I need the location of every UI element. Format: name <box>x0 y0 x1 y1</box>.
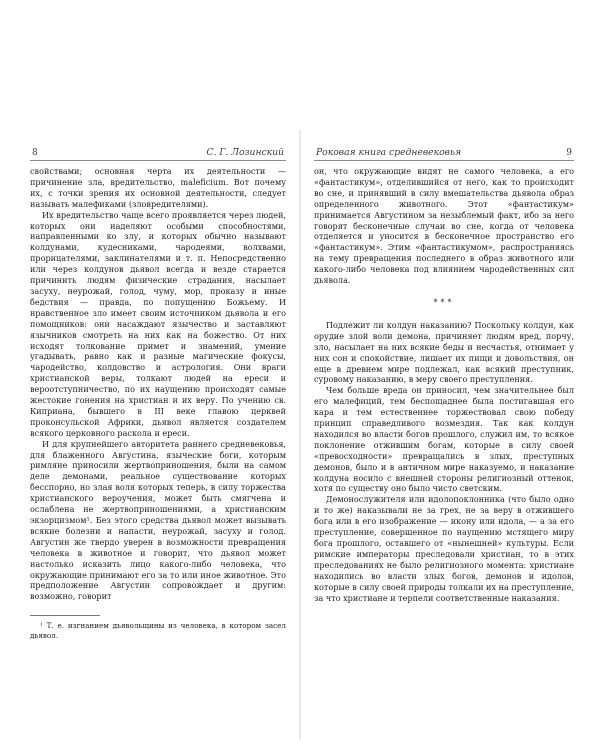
left-page-number: 8 <box>32 148 38 158</box>
right-paragraph: Чем больше вреда он приносил, чем значительнее был его малефиций, тем беспощаднее была постигавшая его кара и тем естественнее торжествовал свою победу принцип справедливого возмездия. Так как колдун находился во власти богов прошлого, служил им, то всякое поклонение отжившим богам, которые в силу своей «превосходности» превращались в злых, преступных демонов, было и в античном мире наказуемо, и наказание колдуна носило с внешней стороны религиозный оттенок, хотя по существу оно было чисто светским. <box>314 385 574 494</box>
right-page <box>300 0 600 750</box>
left-paragraph: И для крупнейшего авторитета раннего средневековья, для блаженного Августина, языческие боги, которым римляне приносили жертвоприношения, были на самом деле демонами, реальное существование которых бесспорно, но злая воля которых теперь, в силу торжества христианского вероучения, может быть смягчена и ослаблена не жертвоприношениями, а христианским экзорцизмом¹. Без этого средства дьявол может вызывать всякие болезни и напасти, неурожай, засуху и голод. Августин же твердо уверен в возможности превращения человека в животное и говорит, что дьявол может настолько исказить лицо какого-либо человека, что окружающие принимают его за то или иное животное. Это предположение Августин сопровождает и другим: возможно, говорит <box>30 438 286 602</box>
right-page-number: 9 <box>566 148 572 158</box>
left-running-title: С. Г. Лозинский <box>206 147 284 158</box>
left-running-head <box>30 146 286 161</box>
left-body-text <box>30 166 286 602</box>
right-paragraph: он, что окружающие видят не самого человека, а его «фантастикум», отделившийся от него, как то происходит во сне, и принявший в силу вмешательства дьявола образ определенного животного. Этот «фантастикум» принимается Августином за незыблемый факт, ибо за него говорят бесконечные случаи во сне, когда от человека отделяется и уносится в бесконечное пространство его «фантастикум». Этим «фантастикумом», распространяясь на тему превращения последнего в образ животного или какого-либо человека под влиянием чародейственных сил дьявола. <box>314 166 574 286</box>
footnote-rule <box>30 615 100 616</box>
section-separator: *** <box>433 297 455 307</box>
right-body-text <box>314 166 574 603</box>
right-running-head <box>314 146 574 161</box>
right-running-title: Роковая книга средневековья <box>316 147 462 158</box>
right-paragraph: Демонослужителя или идолопоклонника (что было одно и то же) наказывали не за грех, не за веру в отжившего бога или в его изображение — икону или идола, — а за его преступление, совершенное по наущению мстящего миру бога прошлого, оставшего от «нынешней» культуры. Если римские императоры преследовали христиан, то в этих преследованиях не было религиозного момента: христиане находились во власти злых богов, демонов и идолов, которые в силу своей природы толкали их на преступление, за что христиане и терпели соответственные наказания. <box>314 494 574 603</box>
left-paragraph: свойствами; основная черта их деятельности — причинение зла, вредительство, maleficium. Вот почему их, с точки зрения их основной деятельности, следует называть малефиками (зловредителями). <box>30 166 286 209</box>
footnote: ¹ Т. е. изгнанием дьявольщины из человека, в котором засел дьявол. <box>30 621 286 640</box>
left-paragraph: Их вредительство чаще всего проявляется через людей, которых они наделяют особыми способностями, направленными ко злу, и которых обычно называют колдунами, кудесниками, чародеями, волхвами, прорицателями, заклинателями и т. п. Непосредственно или через колдунов дьявол всегда и везде старается причинить людям физические страдания, насылает засуху, неурожай, голод, чуму, мор, проказу и иные бедствия — правда, по попущению Божьему. И нравственное зло имеет своим источником дьявола и его помощников: они насаждают язычество и заставляют язычников смотреть на них как на божество. От них исходят толкование примет и знамений, умение угадывать, равно как и разные магические фокусы, чародейство, колдовство и астрология. Они враги христианской веры, толкают людей на ереси и вероотступничество, по их наущению происходят самые жестокие гонения на христиан и их веру. По учению св. Киприана, бывшего в III веке главою церквей проконсульской Африки, дьявол является создателем всякого церковного раскола и ереси. <box>30 209 286 438</box>
right-paragraph: Подлежит ли колдун наказанию? Поскольку колдун, как орудие злой воли демона, причиняет людям вред, порчу, зло, насылает на них всякие беды и несчастья, отнимает у них сон и спокойствие, лишает их пищи и довольствия, он еще в древнем мире подлежал, как всякий преступник, суровому наказанию, в меру своего преступления. <box>314 319 574 385</box>
